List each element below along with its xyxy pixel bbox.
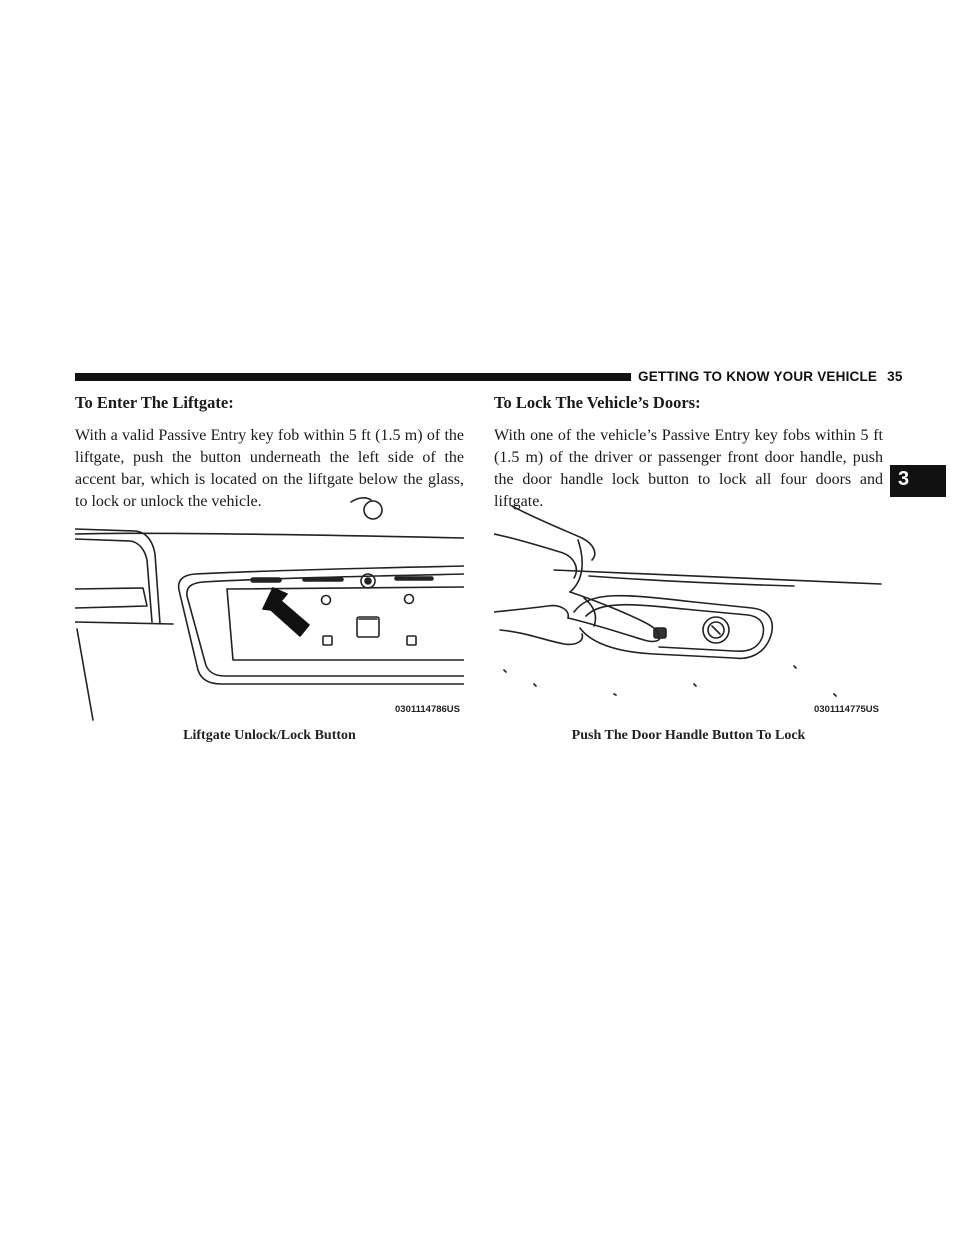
liftgate-paragraph: With a valid Passive Entry key fob within 5 ft (1.5 m) of the liftgate, push the button underneath the left side of the accent bar, which is located on the liftgate below the glass, to lock or unlock the vehicle.	[75, 427, 464, 510]
pointer-arrow-icon	[263, 588, 309, 636]
liftgate-heading: To Enter The Liftgate:	[75, 393, 234, 412]
page-number: 35	[887, 369, 903, 384]
running-header	[638, 369, 903, 384]
door-lock-heading: To Lock The Vehicle’s Doors:	[494, 393, 701, 412]
door-lock-paragraph: With one of the vehicle’s Passive Entry key fobs within 5 ft (1.5 m) of the driver or passenger front door handle, push the door handle lock button to lock all four doors and liftgate.	[494, 427, 883, 510]
chapter-number: 3	[898, 468, 910, 490]
liftgate-caption: Liftgate Unlock/Lock Button	[183, 728, 356, 743]
liftgate-button-slot	[251, 578, 281, 582]
door-handle-drawing	[494, 494, 883, 722]
liftgate-drawing	[75, 494, 464, 722]
door-handle-illustration	[494, 494, 883, 722]
door-handle-caption: Push The Door Handle Button To Lock	[571, 728, 806, 743]
figure-code: 0301114786US	[395, 704, 460, 715]
section-title: GETTING TO KNOW YOUR VEHICLE	[638, 369, 878, 384]
chapter-tab	[890, 465, 946, 497]
figure-code: 0301114775US	[814, 704, 879, 715]
header-rule	[75, 373, 631, 381]
liftgate-illustration	[75, 494, 464, 722]
